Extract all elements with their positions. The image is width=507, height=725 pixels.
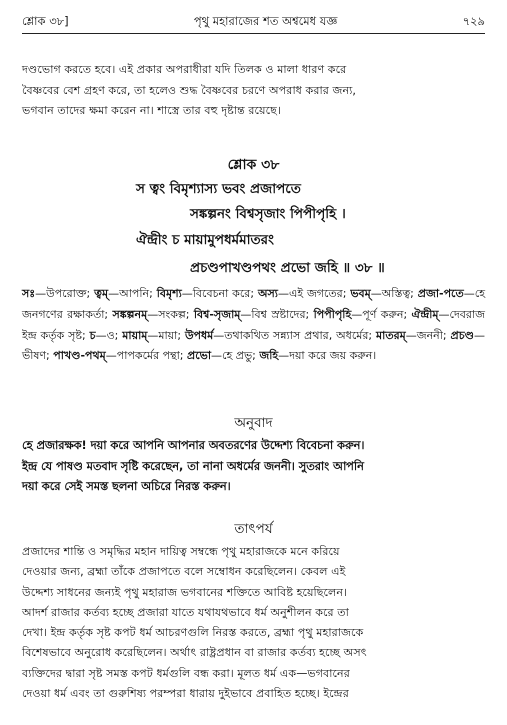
synonym-meaning: —দয়া করে জয় করুন।: [278, 349, 377, 363]
synonym-meaning: —হে প্রভু;: [211, 349, 260, 363]
intro-line: বৈষ্ণবের বেশ গ্রহণ করে, তা হলেও শুদ্ধ বৈষ্ণবের চরণে অপরাধ করার জন্য,: [22, 83, 356, 97]
header-verse-ref: শ্লোক ৩৮]: [22, 13, 69, 28]
synonym-meaning: —সংকল্প;: [147, 307, 194, 321]
synonym-meaning: —দেবরাজ ইন্দ্র কর্তৃক সৃষ্ট;: [22, 307, 485, 342]
synonym-word: অস্য: [257, 287, 278, 300]
purport-line: দেওয়ার জন্য, ব্রহ্মা তাঁকে প্রজাপতে বলে সম্বোধন করেছিলেন। কেবল এই: [22, 565, 346, 579]
translation-paragraph: [22, 436, 485, 498]
synonym-word: বিমৃশ্য: [156, 287, 182, 300]
header-rule: [22, 33, 485, 34]
header-chapter-title: পৃথু মহারাজের শত অশ্বমেধ যজ্ঞ: [193, 13, 338, 28]
synonym-word: প্রভো: [187, 349, 212, 363]
purport-line: বিশেষভাবে অনুরোধ করেছিলেন। অর্থাৎ রাষ্ট্রপ্রধান বা রাজার কর্তব্য হচ্ছে অসৎ: [22, 646, 367, 660]
synonym-meaning: —উপরোক্ত;: [35, 287, 95, 300]
intro-paragraph: [22, 60, 485, 122]
synonym-meaning: —হে জনগণের রক্ষাকর্তা;: [22, 287, 485, 321]
synonym-word: প্রজা-পতে: [417, 287, 464, 300]
synonym-word: বিশ্ব-সৃজাম্: [193, 307, 241, 321]
synonym-meaning: —তথাকথিত সন্ন্যাস প্রথার, অধর্মের;: [213, 328, 377, 342]
purport-line: উদ্দেশ্য সাধনের জন্যই পৃথু মহারাজ ভগবানের শক্তিতে আবিষ্ট হয়েছিলেন।: [22, 585, 348, 599]
synonym-word: পাখণ্ড-পথম্: [53, 349, 106, 363]
synonym-meaning: —ভীষণ;: [22, 328, 486, 363]
synonym-word: মাতরম্: [376, 328, 406, 342]
synonym-word: প্রচণ্ড: [450, 328, 475, 342]
synonym-word: সঙ্কল্পনম্: [112, 307, 148, 321]
translation-title: অনুবাদ: [234, 415, 273, 431]
synonym-meaning: —ও;: [95, 328, 123, 342]
synonym-word: সঃ: [22, 287, 36, 300]
purport-line: প্রজাদের শান্তি ও সমৃদ্ধির মহান দায়িত্ব সম্বন্ধে পৃথু মহারাজকে মনে করিয়ে: [22, 545, 340, 558]
synonym-word: ত্বম্: [94, 287, 109, 300]
purport-line: ব্যক্তিদের দ্বারা সৃষ্ট সমস্ত কপট ধর্মগুলি বন্ধ করা। মূলত ধর্ম এক—ভগবানের: [22, 666, 350, 680]
translation-line: হে প্রজারক্ষক! দয়া করে আপনি আপনার অবতরণের উদ্দেশ্য বিবেচনা করুন।: [22, 439, 365, 452]
header-page-number: ৭২৯: [462, 13, 485, 28]
verse-line: সঙ্কল্পনং বিশ্বসৃজাং পিপীপৃহি ।: [190, 206, 346, 222]
verse-line: প্রচণ্ডপাখণ্ডপথং প্রভো জহি ॥ ৩৮ ॥: [190, 260, 385, 276]
synonym-word: পিপীপৃহি: [313, 307, 352, 321]
synonym-meaning: —এই জগতের;: [277, 287, 351, 300]
purport-line: দেওয়া ধর্ম এবং তা গুরুশিষ্য পরম্পরা ধারায় দুইভাবে প্রবাহিত হচ্ছে। ইন্দ্রের: [22, 687, 349, 701]
verse-title: শ্লোক ৩৮: [227, 157, 280, 173]
synonym-word: ঐন্দ্রীম্: [411, 307, 439, 321]
synonym-meaning: —পূর্ণ করুন;: [351, 307, 412, 321]
synonym-meaning: —বিশ্ব স্রষ্টাদের;: [240, 307, 314, 321]
synonym-meaning: —মায়া;: [147, 328, 185, 342]
translation-line: দয়া করে সেই সমস্ত ছলনা অচিরে নিরস্ত করুন।: [22, 480, 231, 494]
translation-line: ইন্দ্র যে পাষণ্ড মতবাদ সৃষ্টি করেছেন, তা নানা অধর্মের জননী। সুতরাং আপনি: [22, 459, 364, 473]
synonym-meaning: —অস্তিত্ব;: [370, 287, 418, 300]
synonym-meaning: —জননী;: [405, 328, 451, 342]
synonym-meaning: —পাপকর্মের পন্থা;: [105, 349, 187, 363]
verse-line: ঐন্দ্রীং চ মায়ামুপধর্মমাতরং: [136, 232, 274, 248]
synonym-word: চ: [89, 328, 96, 342]
synonym-word: উপধর্ম: [184, 328, 214, 342]
running-header: [22, 12, 485, 32]
intro-line: ভগবান তাদের ক্ষমা করেন না। শাস্ত্রে তার বহু দৃষ্টান্ত রয়েছে।: [22, 104, 281, 118]
synonym-word: ভবম্: [350, 287, 371, 300]
synonym-meaning: —আপনি;: [108, 287, 157, 300]
purport-title: তাৎপর্য: [234, 521, 273, 537]
purport-line: আদর্শ রাজার কর্তব্য হচ্ছে প্রজারা যাতে যথাযথভাবে ধর্ম অনুশীলন করে তা: [22, 605, 349, 619]
synonym-meaning: —বিবেচনা করে;: [181, 287, 258, 300]
synonym-word: জহি: [259, 349, 279, 363]
purport-paragraph: [22, 542, 485, 704]
intro-line: দণ্ডভোগ করতে হবে। এই প্রকার অপরাধীরা যদি তিলক ও মালা ধারণ করে: [22, 63, 347, 76]
synonyms-paragraph: [22, 284, 485, 367]
verse-line: স ত্বং বিমৃশ্যাস্য ভবং প্রজাপতে: [136, 181, 301, 197]
purport-line: দেখা। ইন্দ্র কর্তৃক সৃষ্ট কপট ধর্ম আচরণগুলি নিরস্ত করতে, ব্রহ্মা পৃথু মহারাজকে: [22, 626, 364, 640]
synonym-word: মায়াম্: [122, 328, 148, 342]
